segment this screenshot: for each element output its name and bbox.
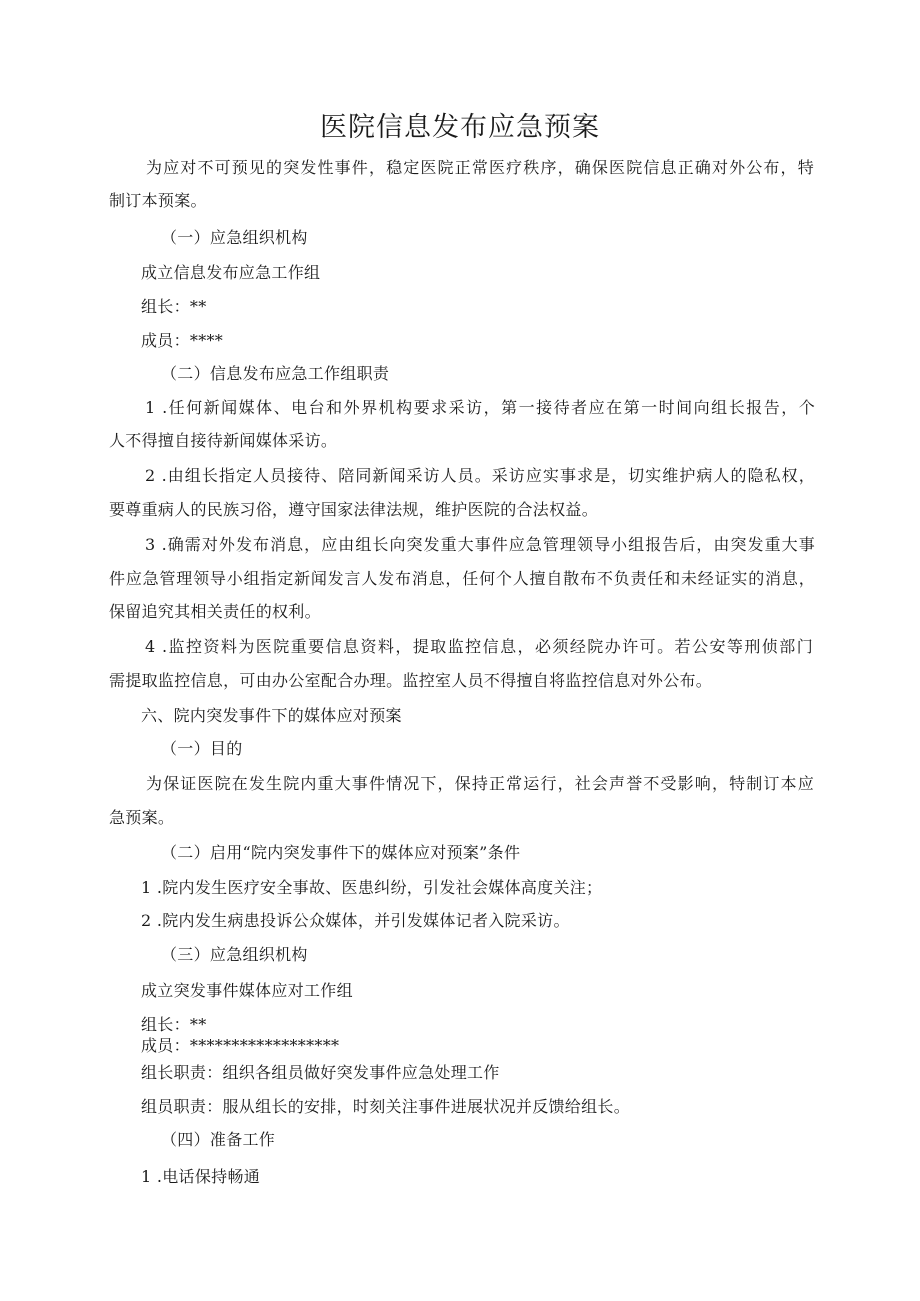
paragraph-line: 组员职责：服从组长的安排，时刻关注事件进展状况并反馈给组长。 bbox=[141, 1097, 631, 1116]
paragraph-line: 制订本预案。 bbox=[109, 191, 207, 210]
paragraph-line: 成员：****************** bbox=[141, 1036, 340, 1055]
paragraph-line: 人不得擅自接待新闻媒体采访。 bbox=[109, 431, 338, 450]
list-item: 1 .电话保持畅通 bbox=[141, 1167, 261, 1186]
paragraph-line: 要尊重病人的民族习俗，遵守国家法律法规，维护医院的合法权益。 bbox=[109, 500, 599, 519]
paragraph-line: 急预案。 bbox=[109, 808, 175, 827]
paragraph-line: 成员：**** bbox=[141, 331, 224, 350]
section-heading: （三）应急组织机构 bbox=[161, 945, 308, 964]
list-item: 2 .院内发生病患投诉公众媒体，并引发媒体记者入院采访。 bbox=[141, 911, 570, 930]
section-heading: （二）信息发布应急工作组职责 bbox=[161, 364, 390, 383]
document-title: 医院信息发布应急预案 bbox=[320, 112, 600, 143]
paragraph-line: 组长：** bbox=[141, 1015, 207, 1034]
paragraph-line: 为应对不可预见的突发性事件，稳定医院正常医疗秩序，确保医院信息正确对外公布，特 bbox=[146, 158, 814, 177]
section-heading: 六、院内突发事件下的媒体应对预案 bbox=[141, 706, 402, 725]
paragraph-line: 成立信息发布应急工作组 bbox=[141, 263, 321, 282]
paragraph-line: 4 .监控资料为医院重要信息资料，提取监控信息，必须经院办许可。若公安等刑侦部门 bbox=[145, 637, 813, 656]
paragraph-line: 3 .确需对外发布消息，应由组长向突发重大事件应急管理领导小组报告后，由突发重大事 bbox=[145, 535, 815, 554]
paragraph-line: 保留追究其相关责任的权利。 bbox=[109, 602, 321, 621]
section-heading: （二）启用“院内突发事件下的媒体应对预案”条件 bbox=[161, 843, 521, 862]
paragraph-line: 成立突发事件媒体应对工作组 bbox=[141, 981, 353, 1000]
paragraph-line: 2 .由组长指定人员接待、陪同新闻采访人员。采访应实事求是，切实维护病人的隐私权， bbox=[145, 466, 815, 485]
paragraph-line: 为保证医院在发生院内重大事件情况下，保持正常运行，社会声誉不受影响，特制订本应 bbox=[146, 774, 814, 793]
paragraph-line: 件应急管理领导小组指定新闻发言人发布消息，任何个人擅自散布不负责任和未经证实的消息， bbox=[109, 569, 815, 588]
paragraph-line: 需提取监控信息，可由办公室配合办理。监控室人员不得擅自将监控信息对外公布。 bbox=[109, 671, 713, 690]
paragraph-line: 组长职责：组织各组员做好突发事件应急处理工作 bbox=[141, 1063, 500, 1082]
paragraph-line: 组长：** bbox=[141, 297, 207, 316]
paragraph-line: 1 .任何新闻媒体、电台和外界机构要求采访，第一接待者应在第一时间向组长报告，个 bbox=[145, 398, 815, 417]
list-item: 1 .院内发生医疗安全事故、医患纠纷，引发社会媒体高度关注； bbox=[141, 878, 603, 897]
section-heading: （四）准备工作 bbox=[161, 1130, 276, 1149]
section-heading: （一）应急组织机构 bbox=[161, 228, 308, 247]
section-heading: （一）目的 bbox=[161, 739, 243, 758]
